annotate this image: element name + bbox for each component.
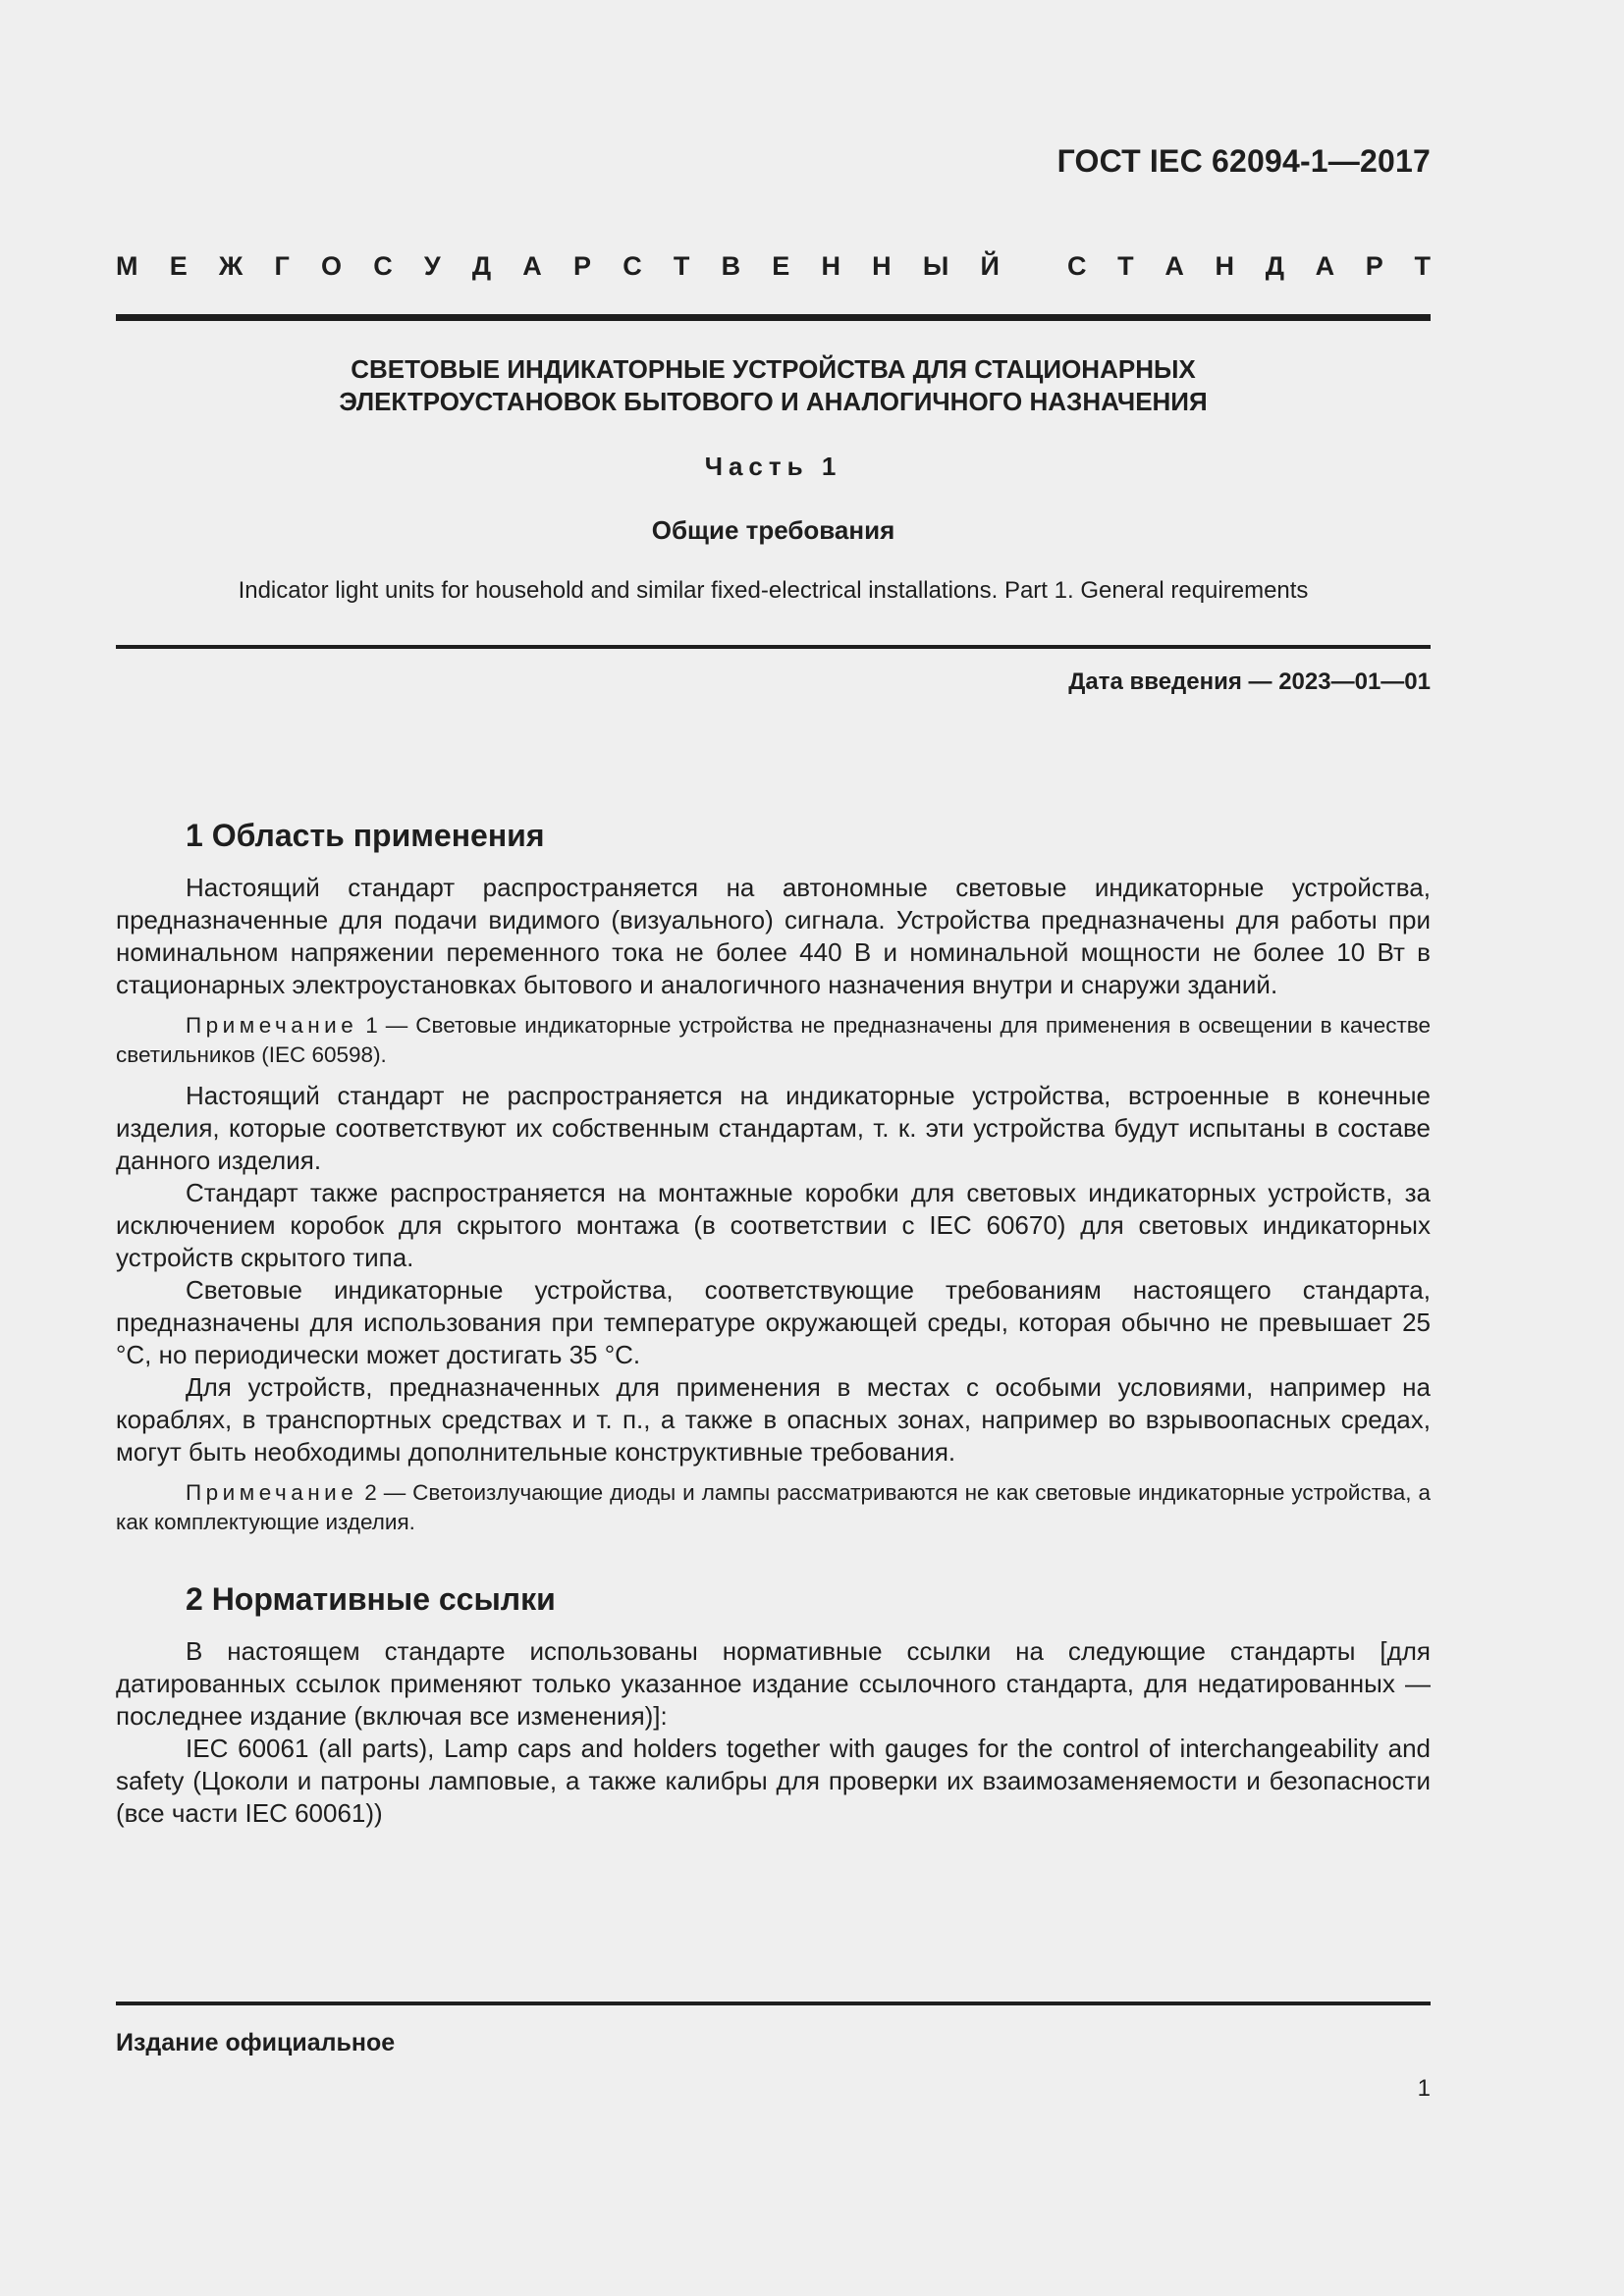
spaced-letter: Н — [821, 251, 840, 281]
interstate-word-2 — [1067, 251, 1431, 282]
spaced-letter: Ж — [218, 251, 244, 281]
english-title: Indicator light units for household and similar fixed-electrical installations. Part 1. General requirements — [238, 577, 1309, 604]
top-divider — [116, 314, 1431, 321]
interstate-standard-label — [116, 251, 1431, 282]
spaced-letter: С — [373, 251, 393, 281]
spaced-letter: Д — [1265, 251, 1284, 281]
spaced-letter: Н — [872, 251, 892, 281]
document-number: ГОСТ IEC 62094-1—2017 — [1056, 143, 1431, 179]
spaced-letter: Е — [169, 251, 188, 281]
official-edition-label: Издание официальное — [116, 2029, 396, 2056]
note-2 — [116, 1478, 1431, 1537]
spaced-letter: У — [423, 251, 441, 281]
note-label: Примечание — [186, 1013, 358, 1038]
section-1-paragraph: Для устройств, предназначенных для применения в местах с особыми условиями, например на кораблях, в транспортных средствах и т. п., а также в опасных зонах, например во взрывоопасных средах, могут быть необходимы дополнительные конструктивные требования. — [116, 1372, 1431, 1467]
spaced-letter: Р — [1365, 251, 1383, 281]
page-number: 1 — [1417, 2075, 1431, 2102]
note-label: Примечание — [186, 1480, 358, 1505]
spaced-letter: А — [1164, 251, 1184, 281]
spaced-letter: Т — [673, 251, 690, 281]
introduction-date: Дата введения — 2023—01—01 — [1068, 668, 1431, 695]
document-subtitle: Общие требования — [651, 515, 895, 545]
section-1-paragraph: Световые индикаторные устройства, соответствующие требованиям настоящего стандарта, предназначены для использования при температуре окружающей среды, которая обычно не превышает 25 °С, но периодически может достигать 35 °С. — [116, 1275, 1431, 1369]
title-line-2: ЭЛЕКТРОУСТАНОВОК БЫТОВОГО И АНАЛОГИЧНОГО НАЗНАЧЕНИЯ — [339, 387, 1208, 416]
spaced-letter: Н — [1215, 251, 1235, 281]
spaced-letter: А — [522, 251, 542, 281]
section-1-paragraph: Настоящий стандарт не распространяется на индикаторные устройства, встроенные в конечные изделия, которые соответствуют их собственным стандартам, т. к. эти устройства будут испытаны в составе данного изделия. — [116, 1081, 1431, 1175]
section-1-paragraph: Стандарт также распространяется на монтажные коробки для световых индикаторных устройств, за исключением коробок для скрытого монтажа (в соответствии с IEC 60670) для световых индикаторных устройств скрытого типа. — [116, 1178, 1431, 1272]
spaced-letter: В — [721, 251, 741, 281]
interstate-word-1 — [116, 251, 1000, 282]
section-2-paragraph: IEC 60061 (all parts), Lamp caps and holders together with gauges for the control of interchangeability and safety (Цоколи и патроны ламповые, а также калибры для проверки их взаимозаменяемости и безопасности (все части IEC 60061)) — [116, 1734, 1431, 1828]
part-label: Часть 1 — [704, 452, 842, 481]
document-page — [116, 0, 1431, 2296]
section-2-paragraph: В настоящем стандарте использованы нормативные ссылки на следующие стандарты [для датированных ссылок применяют только указанное издание ссылочного стандарта, для недатированных — последнее издание (включая все изменения)]: — [116, 1636, 1431, 1731]
spaced-letter: Р — [572, 251, 591, 281]
note-text: 1 — Световые индикаторные устройства не предназначены для применения в освещении в качестве светильников (IEC 60598). — [116, 1013, 1431, 1067]
spaced-letter: Т — [1117, 251, 1134, 281]
spaced-letter: Й — [980, 251, 1000, 281]
title-line-1: СВЕТОВЫЕ ИНДИКАТОРНЫЕ УСТРОЙСТВА ДЛЯ СТАЦИОНАРНЫХ — [351, 354, 1196, 384]
document-body — [116, 811, 1431, 1830]
section-1-paragraph: Настоящий стандарт распространяется на автономные световые индикаторные устройства, предназначенные для подачи видимого (визуального) сигнала. Устройства предназначены для работы при номинальном напряжении переменного тока не более 440 В и номинальной мощности не более 10 Вт в стационарных электроустановках бытового и аналогичного назначения внутри и снаружи зданий. — [116, 873, 1431, 999]
spaced-letter: Т — [1414, 251, 1431, 281]
spaced-letter: М — [116, 251, 138, 281]
title-divider — [116, 645, 1431, 649]
section-1-heading: 1 Область применения — [186, 818, 545, 853]
spaced-letter: А — [1315, 251, 1335, 281]
spaced-letter: О — [320, 251, 342, 281]
spaced-letter: С — [1067, 251, 1087, 281]
spaced-letter: Г — [274, 251, 290, 281]
document-title — [116, 353, 1431, 418]
note-text: 2 — Светоизлучающие диоды и лампы рассматриваются не как световые индикаторные устройства, а как комплектующие изделия. — [116, 1480, 1431, 1534]
note-1 — [116, 1011, 1431, 1070]
spaced-letter: Е — [772, 251, 790, 281]
spaced-letter: Д — [471, 251, 492, 281]
spaced-letter: Ы — [922, 251, 949, 281]
section-2-heading: 2 Нормативные ссылки — [186, 1581, 556, 1617]
spaced-letter: С — [623, 251, 642, 281]
footer-divider — [116, 2002, 1431, 2005]
